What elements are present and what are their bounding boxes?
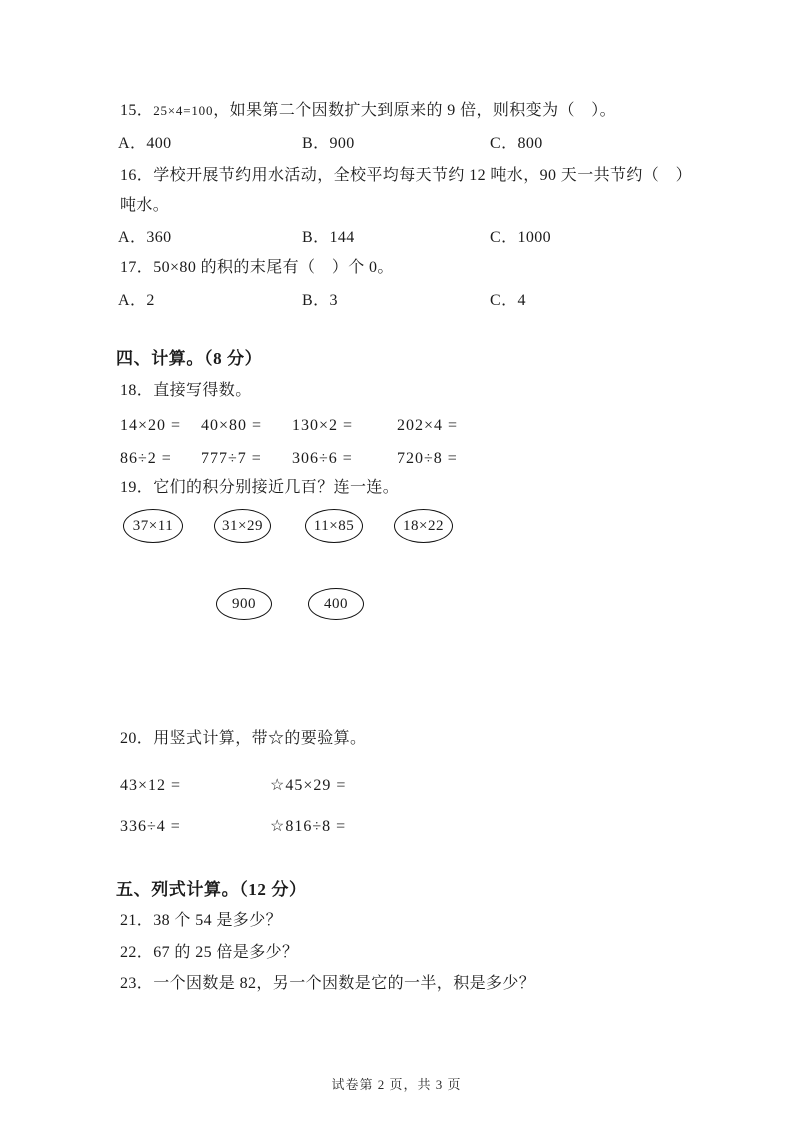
calc-expression: 130×2 = <box>292 417 354 434</box>
factor-oval-3: 11×85 <box>305 509 363 543</box>
option-17-a: A．2 <box>118 292 155 309</box>
question-21-stem: 21．38 个 54 是多少？ <box>120 912 283 929</box>
calc-expression: 86÷2 = <box>120 450 172 467</box>
option-15-a: A．400 <box>118 135 172 152</box>
option-17-b: B．3 <box>302 292 338 309</box>
calc-expression: 202×4 = <box>397 417 459 434</box>
section-4-title: 四、计算。（8 分） <box>116 349 263 368</box>
question-17-stem: 17．50×80 的积的末尾有（ ）个 0。 <box>120 259 394 276</box>
option-16-a: A．360 <box>118 229 172 246</box>
answer-oval-900: 900 <box>216 588 272 620</box>
calc-expression: 306÷6 = <box>292 450 353 467</box>
question-15-stem <box>120 101 616 121</box>
section-5-title: 五、列式计算。（12 分） <box>116 880 307 899</box>
question-20-stem: 20．用竖式计算，带☆的要验算。 <box>120 730 367 747</box>
option-15-b: B．900 <box>302 135 355 152</box>
option-16-b: B．144 <box>302 229 355 246</box>
factor-oval-4: 18×22 <box>394 509 453 543</box>
factor-oval-2: 31×29 <box>214 509 271 543</box>
option-17-c: C．4 <box>490 292 526 309</box>
question-19-stem: 19．它们的积分别接近几百？连一连。 <box>120 479 400 496</box>
option-15-c: C．800 <box>490 135 543 152</box>
question-22-stem: 22．67 的 25 倍是多少？ <box>120 944 299 961</box>
question-16-stem-line1: 16．学校开展节约用水活动，全校平均每天节约 12 吨水，90 天一共节约（ ） <box>120 167 693 184</box>
calc-expression-check: ☆816÷8 = <box>270 818 347 835</box>
question-18-stem: 18．直接写得数。 <box>120 382 252 399</box>
calc-expression: 720÷8 = <box>397 450 458 467</box>
page-footer: 试卷第 2 页，共 3 页 <box>331 1077 462 1092</box>
calc-expression: 777÷7 = <box>201 450 262 467</box>
question-16-stem-line2: 吨水。 <box>120 197 170 214</box>
question-23-stem: 23．一个因数是 82，另一个因数是它的一半，积是多少？ <box>120 975 536 992</box>
question-15-equation: 25×4=100 <box>153 103 214 118</box>
calc-expression: 336÷4 = <box>120 818 181 835</box>
calc-expression: 14×20 = <box>120 417 182 434</box>
answer-oval-400: 400 <box>308 588 364 620</box>
factor-oval-1: 37×11 <box>123 509 183 543</box>
question-15-text: ，如果第二个因数扩大到原来的 9 倍，则积变为（ ）。 <box>213 102 617 119</box>
calc-expression-check: ☆45×29 = <box>270 777 347 794</box>
calc-expression: 43×12 = <box>120 777 182 794</box>
calc-expression: 40×80 = <box>201 417 263 434</box>
question-15-number: 15． <box>120 102 154 119</box>
option-16-c: C．1000 <box>490 229 552 246</box>
